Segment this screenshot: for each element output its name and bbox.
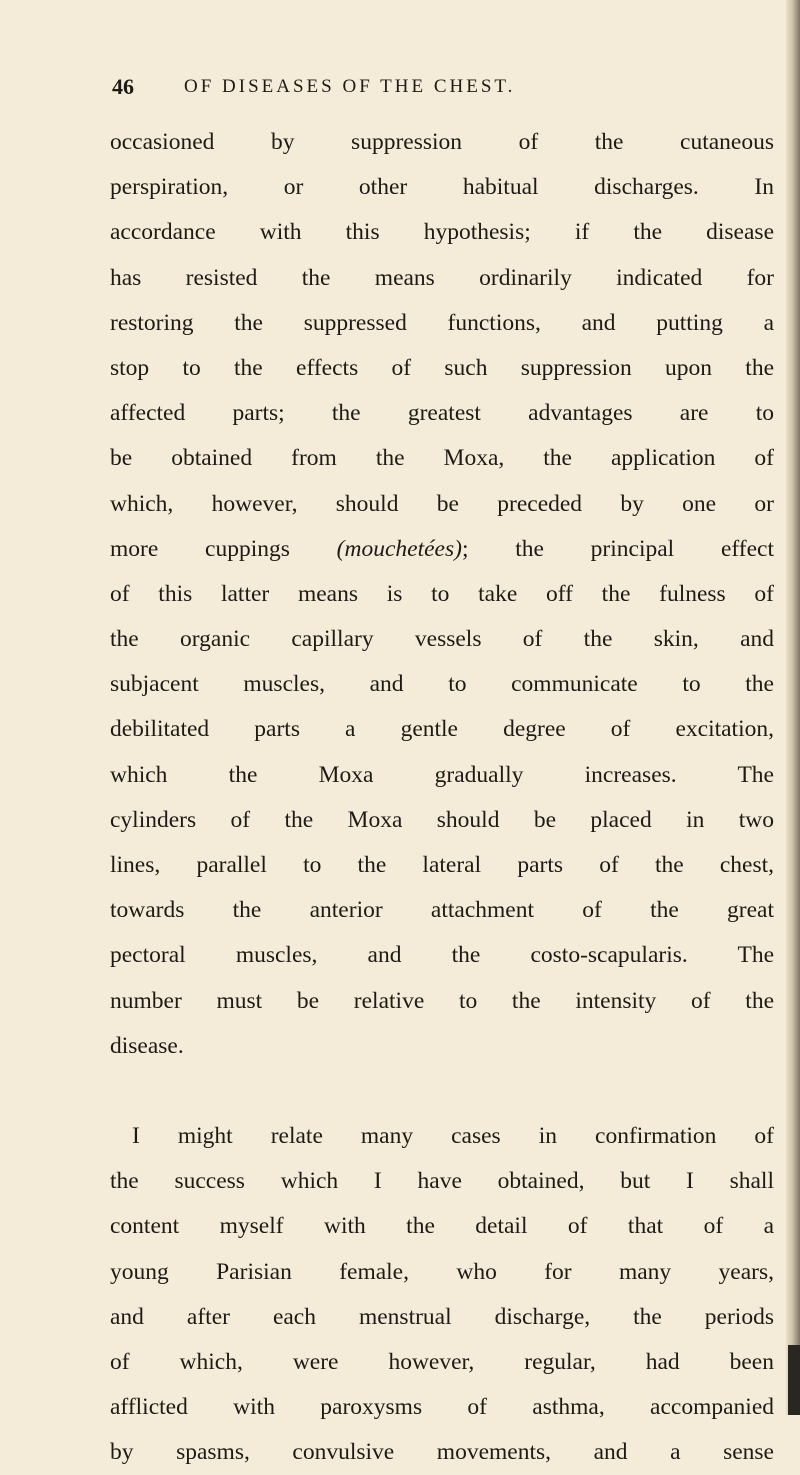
text-line: afflicted with paroxysms of asthma, accompanied <box>110 1394 774 1421</box>
text-line: pectoral muscles, and the costo-scapularis. The <box>110 942 774 969</box>
text-line: content myself with the detail of that of a <box>110 1213 774 1240</box>
text-line: stop to the effects of such suppression upon the <box>110 354 774 381</box>
text-line: occasioned by suppression of the cutaneous <box>110 129 774 155</box>
italic-term: (mouchetées) <box>336 535 462 562</box>
text-segment: more cuppings <box>110 535 337 562</box>
page-number: 46 <box>112 74 134 99</box>
text-line: the success which I have obtained, but I shall <box>110 1168 774 1195</box>
text-line-with-italic <box>110 527 774 572</box>
text-segment: ; the principal effect <box>461 535 775 562</box>
text-line: and after each menstrual discharge, the periods <box>110 1303 774 1330</box>
text-line: lines, parallel to the lateral parts of the chest, <box>110 852 774 878</box>
text-line: restoring the suppressed functions, and putting a <box>110 309 774 336</box>
text-line: of which, were however, regular, had been <box>110 1348 774 1375</box>
running-title: OF DISEASES OF THE CHEST. <box>184 76 516 97</box>
text-line: perspiration, or other habitual discharges. In <box>110 174 774 201</box>
text-line: disease. <box>110 1032 184 1059</box>
text-line: of this latter means is to take off the fulness of <box>110 580 774 607</box>
text-line: the organic capillary vessels of the skin, and <box>110 626 774 653</box>
text-line: towards the anterior attachment of the great <box>110 897 774 924</box>
text-line: young Parisian female, who for many years, <box>110 1258 774 1285</box>
text-line: be obtained from the Moxa, the application of <box>110 445 774 472</box>
text-line: which, however, should be preceded by one or <box>110 490 774 517</box>
text-line: number must be relative to the intensity of the <box>110 987 774 1014</box>
page-edge-dark-corner <box>788 1345 800 1415</box>
text-line: I might relate many cases in confirmation of <box>132 1122 774 1149</box>
page-edge-shadow <box>786 0 800 1415</box>
text-line: subjacent muscles, and to communicate to the <box>110 671 774 698</box>
text-line: cylinders of the Moxa should be placed in two <box>110 806 774 833</box>
text-line: by spasms, convulsive movements, and a sense <box>110 1439 774 1466</box>
text-line: affected parts; the greatest advantages are to <box>110 400 774 427</box>
running-head <box>112 74 772 106</box>
text-line: accordance with this hypothesis; if the disease <box>110 219 774 246</box>
body-text <box>110 120 775 1466</box>
text-line: which the Moxa gradually increases. The <box>110 761 774 788</box>
paragraph-gap <box>110 1069 774 1114</box>
text-line: has resisted the means ordinarily indicated for <box>110 264 774 291</box>
text-line: debilitated parts a gentle degree of excitation, <box>110 716 774 743</box>
